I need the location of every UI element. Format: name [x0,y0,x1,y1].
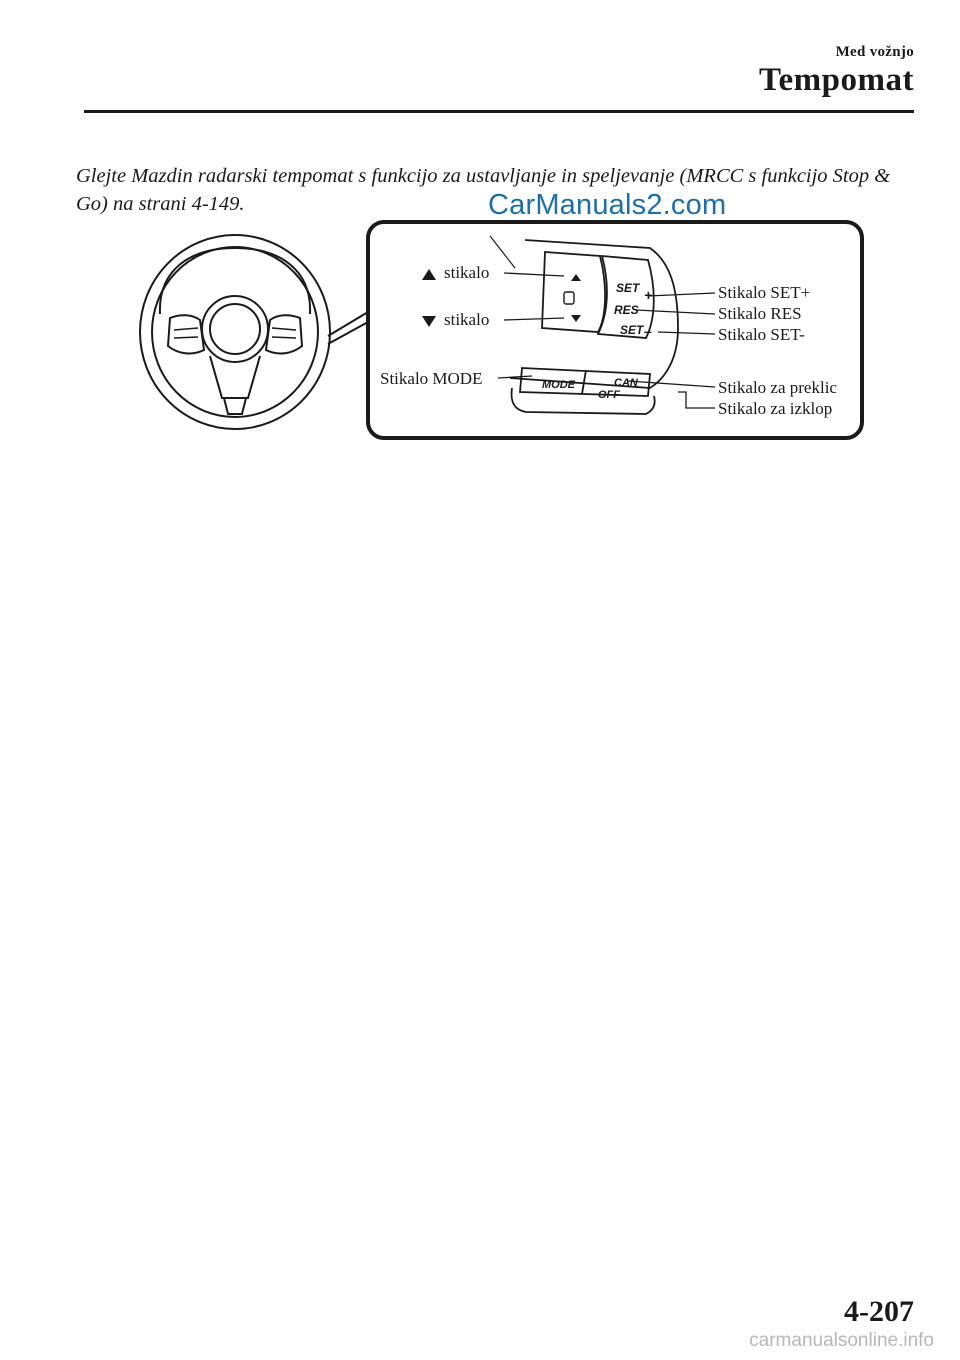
set-plus-callout: Stikalo SET+ [718,283,811,302]
res-label: RES [614,303,639,317]
up-triangle-icon [422,269,436,280]
plus-label: + [644,287,653,303]
down-triangle-icon [422,316,436,327]
header-rule [84,110,914,113]
watermark: CarManuals2.com [488,189,727,221]
set-minus-callout: Stikalo SET- [718,325,805,344]
can-label: CAN [614,377,638,389]
footer-site: carmanualsonline.info [749,1330,934,1351]
down-switch-callout: stikalo [422,310,489,330]
off-callout: Stikalo za izklop [718,399,833,418]
off-label: OFF [598,389,620,401]
res-callout: Stikalo RES [718,304,802,323]
minus-label: – [644,323,652,339]
cancel-callout: Stikalo za preklic [718,378,837,397]
mode-switch-callout: Stikalo MODE [380,369,483,388]
chapter-title: Tempomat [759,62,914,98]
intro-paragraph: Glejte Mazdin radarski tempomat s funkcijo za ustavljanje in speljevanje (MRCC s funkcijo Stop & Go) na strani 4-149. [76,165,891,215]
set-minus-label: SET [620,323,644,337]
set-plus-label: SET [616,281,640,295]
mode-label: MODE [542,379,575,391]
steering-wheel-icon [140,235,330,429]
page-number: 4-207 [844,1295,914,1328]
up-switch-callout: stikalo [422,263,489,283]
section-label: Med vožnjo [835,44,914,60]
steering-wheel-figure [130,218,870,448]
